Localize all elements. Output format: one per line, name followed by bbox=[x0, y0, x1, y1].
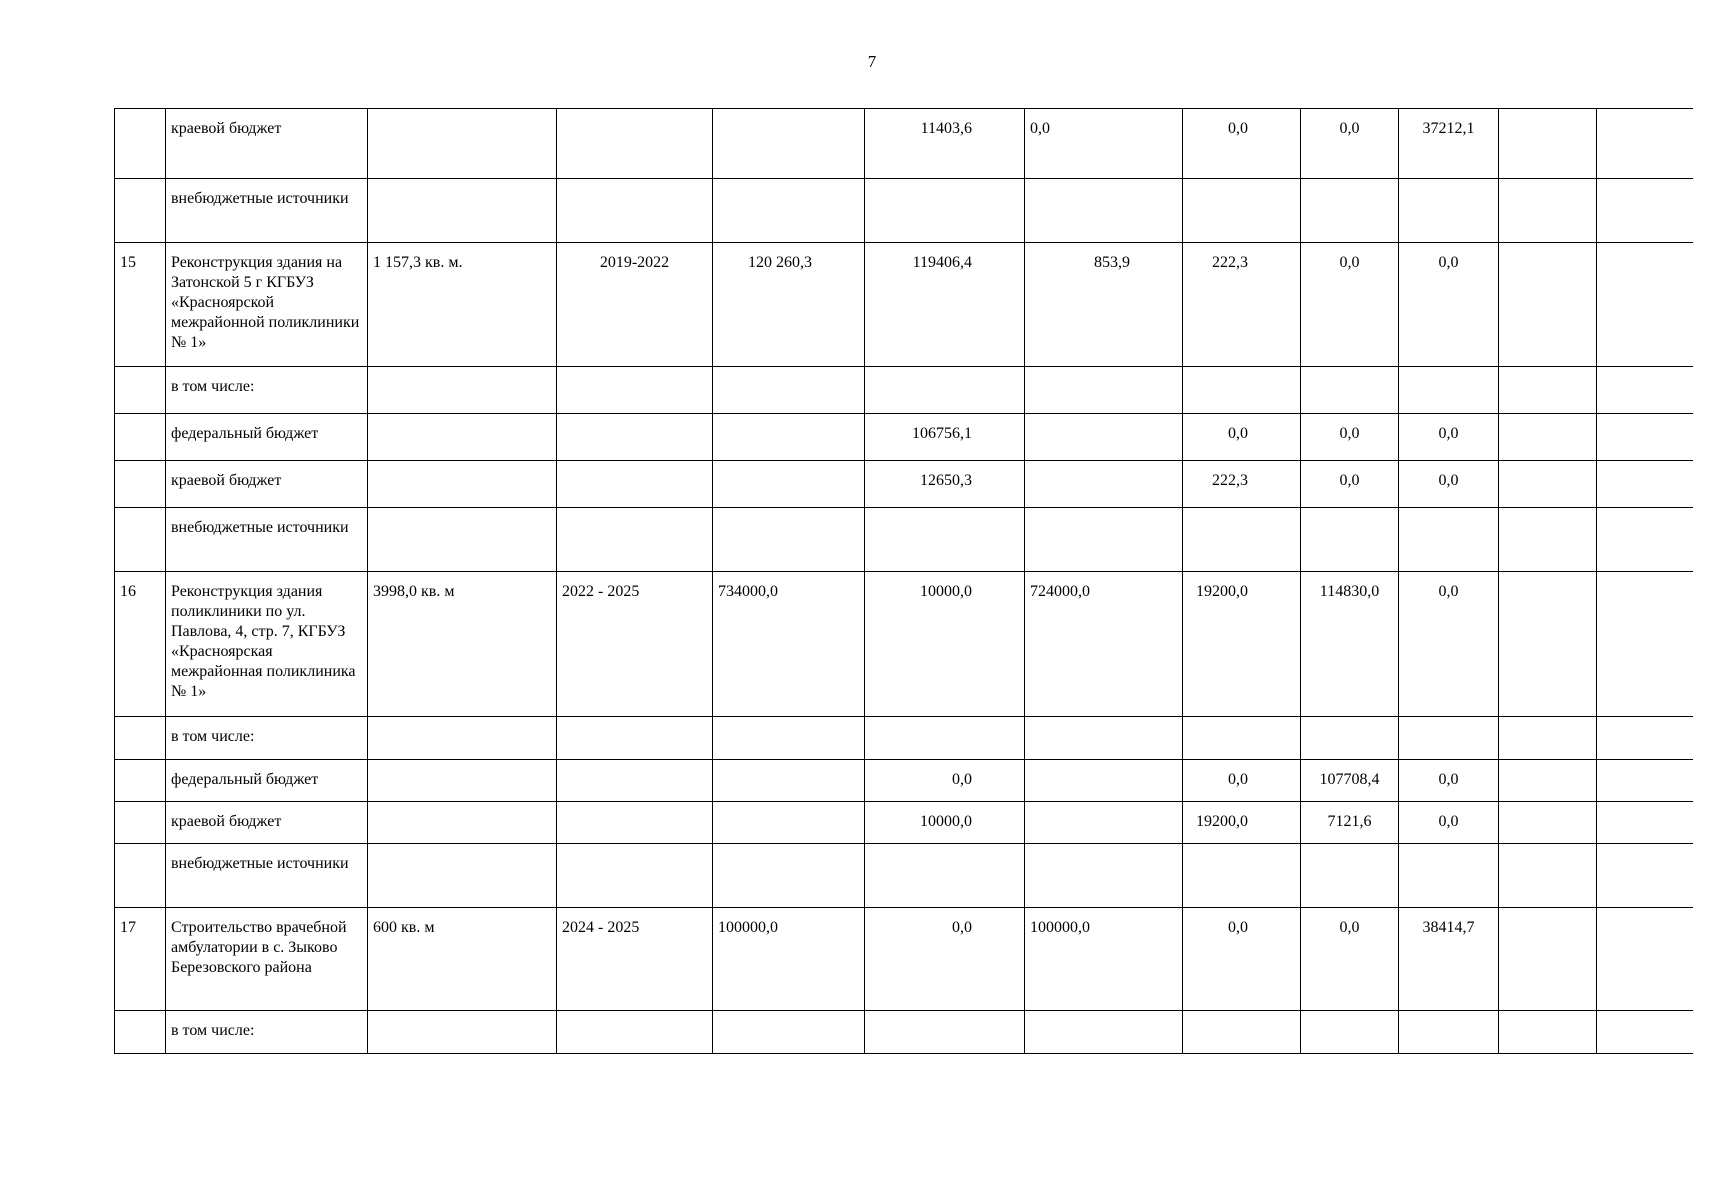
cell-capacity bbox=[368, 179, 557, 243]
cell-row-number bbox=[115, 802, 166, 844]
cell-amount-col-1: 119406,4 bbox=[865, 243, 1025, 367]
cell-amount-col-4: 114830,0 bbox=[1301, 572, 1399, 717]
cell-amount-col-6 bbox=[1499, 367, 1597, 414]
cell-amount-col-4: 0,0 bbox=[1301, 461, 1399, 508]
cell-item-name: Реконструкция здания поликлиники по ул. Павлова, 4, стр. 7, КГБУЗ «Красноярская межрайонная поликлиника № 1» bbox=[166, 572, 368, 717]
table-row bbox=[115, 243, 1693, 367]
cell-amount-col-5 bbox=[1399, 179, 1499, 243]
page-number: 7 bbox=[867, 52, 877, 71]
cell-item-name: Реконструкция здания на Затонской 5 г КГБУЗ «Красноярской межрайонной поликлиники № 1» bbox=[166, 243, 368, 367]
cell-amount-col-1: 12650,3 bbox=[865, 461, 1025, 508]
cell-amount-col-5 bbox=[1399, 508, 1499, 572]
cell-amount-col-6 bbox=[1499, 243, 1597, 367]
cell-amount-col-3: 19200,0 bbox=[1183, 802, 1301, 844]
cell-period bbox=[557, 414, 713, 461]
table-row bbox=[115, 508, 1693, 572]
cell-period bbox=[557, 802, 713, 844]
cell-amount-col-6 bbox=[1499, 717, 1597, 760]
cell-item-name: федеральный бюджет bbox=[166, 760, 368, 802]
cell-estimate-cost: 120 260,3 bbox=[713, 243, 865, 367]
cell-amount-col-5 bbox=[1399, 367, 1499, 414]
cell-row-number: 15 bbox=[115, 243, 166, 367]
cell-amount-col-7 bbox=[1597, 109, 1693, 179]
cell-period bbox=[557, 179, 713, 243]
cell-amount-col-2 bbox=[1025, 414, 1183, 461]
table-row bbox=[115, 414, 1693, 461]
cell-amount-col-3: 222,3 bbox=[1183, 243, 1301, 367]
cell-amount-col-3: 19200,0 bbox=[1183, 572, 1301, 717]
cell-amount-col-3 bbox=[1183, 508, 1301, 572]
cell-amount-col-2 bbox=[1025, 844, 1183, 908]
cell-amount-col-3: 0,0 bbox=[1183, 760, 1301, 802]
cell-amount-col-4: 0,0 bbox=[1301, 243, 1399, 367]
cell-estimate-cost bbox=[713, 1011, 865, 1054]
cell-amount-col-7 bbox=[1597, 572, 1693, 717]
cell-amount-col-6 bbox=[1499, 461, 1597, 508]
cell-amount-col-2 bbox=[1025, 508, 1183, 572]
cell-period: 2019-2022 bbox=[557, 243, 713, 367]
cell-amount-col-7 bbox=[1597, 802, 1693, 844]
cell-amount-col-4 bbox=[1301, 844, 1399, 908]
cell-capacity: 600 кв. м bbox=[368, 908, 557, 1011]
cell-period bbox=[557, 717, 713, 760]
cell-estimate-cost bbox=[713, 179, 865, 243]
table-row bbox=[115, 717, 1693, 760]
table-row bbox=[115, 367, 1693, 414]
cell-amount-col-1: 10000,0 bbox=[865, 572, 1025, 717]
cell-amount-col-2 bbox=[1025, 760, 1183, 802]
cell-amount-col-6 bbox=[1499, 572, 1597, 717]
cell-amount-col-4: 7121,6 bbox=[1301, 802, 1399, 844]
cell-item-name: в том числе: bbox=[166, 367, 368, 414]
cell-amount-col-5: 0,0 bbox=[1399, 572, 1499, 717]
cell-amount-col-2 bbox=[1025, 367, 1183, 414]
cell-amount-col-6 bbox=[1499, 908, 1597, 1011]
cell-item-name: федеральный бюджет bbox=[166, 414, 368, 461]
cell-amount-col-4 bbox=[1301, 508, 1399, 572]
cell-amount-col-6 bbox=[1499, 802, 1597, 844]
cell-amount-col-1 bbox=[865, 1011, 1025, 1054]
cell-amount-col-5 bbox=[1399, 717, 1499, 760]
cell-item-name: краевой бюджет bbox=[166, 802, 368, 844]
cell-amount-col-4: 107708,4 bbox=[1301, 760, 1399, 802]
table-row bbox=[115, 572, 1693, 717]
cell-amount-col-6 bbox=[1499, 414, 1597, 461]
cell-amount-col-7 bbox=[1597, 179, 1693, 243]
cell-period bbox=[557, 109, 713, 179]
cell-period bbox=[557, 367, 713, 414]
cell-capacity bbox=[368, 844, 557, 908]
cell-amount-col-4: 0,0 bbox=[1301, 109, 1399, 179]
cell-amount-col-2 bbox=[1025, 802, 1183, 844]
cell-period bbox=[557, 508, 713, 572]
cell-estimate-cost: 734000,0 bbox=[713, 572, 865, 717]
cell-capacity bbox=[368, 760, 557, 802]
table-row bbox=[115, 461, 1693, 508]
cell-capacity bbox=[368, 802, 557, 844]
cell-amount-col-6 bbox=[1499, 844, 1597, 908]
cell-amount-col-3 bbox=[1183, 844, 1301, 908]
cell-estimate-cost bbox=[713, 844, 865, 908]
cell-amount-col-2: 853,9 bbox=[1025, 243, 1183, 367]
cell-capacity: 1 157,3 кв. м. bbox=[368, 243, 557, 367]
cell-period: 2022 - 2025 bbox=[557, 572, 713, 717]
cell-amount-col-1: 11403,6 bbox=[865, 109, 1025, 179]
cell-amount-col-3 bbox=[1183, 1011, 1301, 1054]
cell-amount-col-3: 0,0 bbox=[1183, 109, 1301, 179]
cell-amount-col-1 bbox=[865, 179, 1025, 243]
cell-amount-col-1 bbox=[865, 717, 1025, 760]
table-row bbox=[115, 908, 1693, 1011]
table-row bbox=[115, 844, 1693, 908]
cell-amount-col-7 bbox=[1597, 844, 1693, 908]
cell-amount-col-2: 724000,0 bbox=[1025, 572, 1183, 717]
cell-amount-col-2 bbox=[1025, 1011, 1183, 1054]
cell-amount-col-2 bbox=[1025, 717, 1183, 760]
cell-capacity bbox=[368, 1011, 557, 1054]
cell-row-number: 16 bbox=[115, 572, 166, 717]
cell-item-name: краевой бюджет bbox=[166, 109, 368, 179]
cell-period bbox=[557, 844, 713, 908]
cell-amount-col-4: 0,0 bbox=[1301, 414, 1399, 461]
cell-amount-col-4: 0,0 bbox=[1301, 908, 1399, 1011]
cell-amount-col-1: 106756,1 bbox=[865, 414, 1025, 461]
cell-amount-col-6 bbox=[1499, 508, 1597, 572]
cell-amount-col-5: 0,0 bbox=[1399, 760, 1499, 802]
cell-estimate-cost bbox=[713, 414, 865, 461]
cell-amount-col-7 bbox=[1597, 367, 1693, 414]
cell-amount-col-2: 0,0 bbox=[1025, 109, 1183, 179]
cell-estimate-cost: 100000,0 bbox=[713, 908, 865, 1011]
cell-row-number bbox=[115, 844, 166, 908]
cell-item-name: в том числе: bbox=[166, 1011, 368, 1054]
cell-amount-col-5: 0,0 bbox=[1399, 243, 1499, 367]
cell-amount-col-5: 0,0 bbox=[1399, 414, 1499, 461]
cell-amount-col-1: 0,0 bbox=[865, 908, 1025, 1011]
cell-amount-col-4 bbox=[1301, 717, 1399, 760]
cell-amount-col-7 bbox=[1597, 508, 1693, 572]
cell-amount-col-1 bbox=[865, 844, 1025, 908]
cell-capacity bbox=[368, 717, 557, 760]
table-row bbox=[115, 179, 1693, 243]
table-row bbox=[115, 1011, 1693, 1054]
cell-item-name: в том числе: bbox=[166, 717, 368, 760]
table-row bbox=[115, 802, 1693, 844]
cell-amount-col-2: 100000,0 bbox=[1025, 908, 1183, 1011]
cell-row-number bbox=[115, 717, 166, 760]
cell-amount-col-1: 10000,0 bbox=[865, 802, 1025, 844]
cell-row-number bbox=[115, 179, 166, 243]
cell-row-number bbox=[115, 367, 166, 414]
cell-row-number bbox=[115, 109, 166, 179]
cell-amount-col-6 bbox=[1499, 760, 1597, 802]
cell-capacity: 3998,0 кв. м bbox=[368, 572, 557, 717]
table-row bbox=[115, 109, 1693, 179]
cell-row-number bbox=[115, 760, 166, 802]
cell-amount-col-5: 37212,1 bbox=[1399, 109, 1499, 179]
cell-item-name: внебюджетные источники bbox=[166, 844, 368, 908]
cell-amount-col-7 bbox=[1597, 760, 1693, 802]
cell-amount-col-7 bbox=[1597, 461, 1693, 508]
cell-amount-col-3: 0,0 bbox=[1183, 414, 1301, 461]
cell-amount-col-4 bbox=[1301, 179, 1399, 243]
cell-amount-col-7 bbox=[1597, 908, 1693, 1011]
cell-amount-col-4 bbox=[1301, 367, 1399, 414]
cell-period bbox=[557, 760, 713, 802]
cell-capacity bbox=[368, 508, 557, 572]
cell-row-number bbox=[115, 508, 166, 572]
cell-item-name: краевой бюджет bbox=[166, 461, 368, 508]
table-row bbox=[115, 760, 1693, 802]
cell-amount-col-7 bbox=[1597, 243, 1693, 367]
cell-amount-col-6 bbox=[1499, 1011, 1597, 1054]
cell-period bbox=[557, 1011, 713, 1054]
cell-amount-col-5 bbox=[1399, 1011, 1499, 1054]
cell-amount-col-6 bbox=[1499, 109, 1597, 179]
cell-estimate-cost bbox=[713, 760, 865, 802]
cell-estimate-cost bbox=[713, 109, 865, 179]
cell-estimate-cost bbox=[713, 367, 865, 414]
cell-amount-col-4 bbox=[1301, 1011, 1399, 1054]
cell-capacity bbox=[368, 109, 557, 179]
cell-period: 2024 - 2025 bbox=[557, 908, 713, 1011]
cell-item-name: Строительство врачебной амбулатории в с. Зыково Березовского района bbox=[166, 908, 368, 1011]
cell-capacity bbox=[368, 461, 557, 508]
cell-amount-col-1 bbox=[865, 508, 1025, 572]
cell-estimate-cost bbox=[713, 508, 865, 572]
table-body bbox=[115, 109, 1693, 1054]
cell-amount-col-5 bbox=[1399, 844, 1499, 908]
cell-row-number bbox=[115, 1011, 166, 1054]
budget-table bbox=[114, 108, 1693, 1054]
cell-amount-col-2 bbox=[1025, 461, 1183, 508]
cell-amount-col-2 bbox=[1025, 179, 1183, 243]
cell-amount-col-1: 0,0 bbox=[865, 760, 1025, 802]
cell-row-number bbox=[115, 414, 166, 461]
cell-amount-col-5: 0,0 bbox=[1399, 461, 1499, 508]
cell-row-number bbox=[115, 461, 166, 508]
cell-estimate-cost bbox=[713, 717, 865, 760]
cell-period bbox=[557, 461, 713, 508]
cell-amount-col-1 bbox=[865, 367, 1025, 414]
cell-amount-col-7 bbox=[1597, 414, 1693, 461]
cell-row-number: 17 bbox=[115, 908, 166, 1011]
cell-amount-col-5: 0,0 bbox=[1399, 802, 1499, 844]
cell-item-name: внебюджетные источники bbox=[166, 508, 368, 572]
cell-amount-col-3 bbox=[1183, 179, 1301, 243]
cell-amount-col-7 bbox=[1597, 717, 1693, 760]
cell-amount-col-3: 222,3 bbox=[1183, 461, 1301, 508]
cell-capacity bbox=[368, 367, 557, 414]
cell-amount-col-3 bbox=[1183, 717, 1301, 760]
cell-amount-col-5: 38414,7 bbox=[1399, 908, 1499, 1011]
cell-estimate-cost bbox=[713, 461, 865, 508]
cell-estimate-cost bbox=[713, 802, 865, 844]
cell-capacity bbox=[368, 414, 557, 461]
cell-amount-col-3 bbox=[1183, 367, 1301, 414]
cell-amount-col-7 bbox=[1597, 1011, 1693, 1054]
cell-amount-col-3: 0,0 bbox=[1183, 908, 1301, 1011]
cell-amount-col-6 bbox=[1499, 179, 1597, 243]
cell-item-name: внебюджетные источники bbox=[166, 179, 368, 243]
